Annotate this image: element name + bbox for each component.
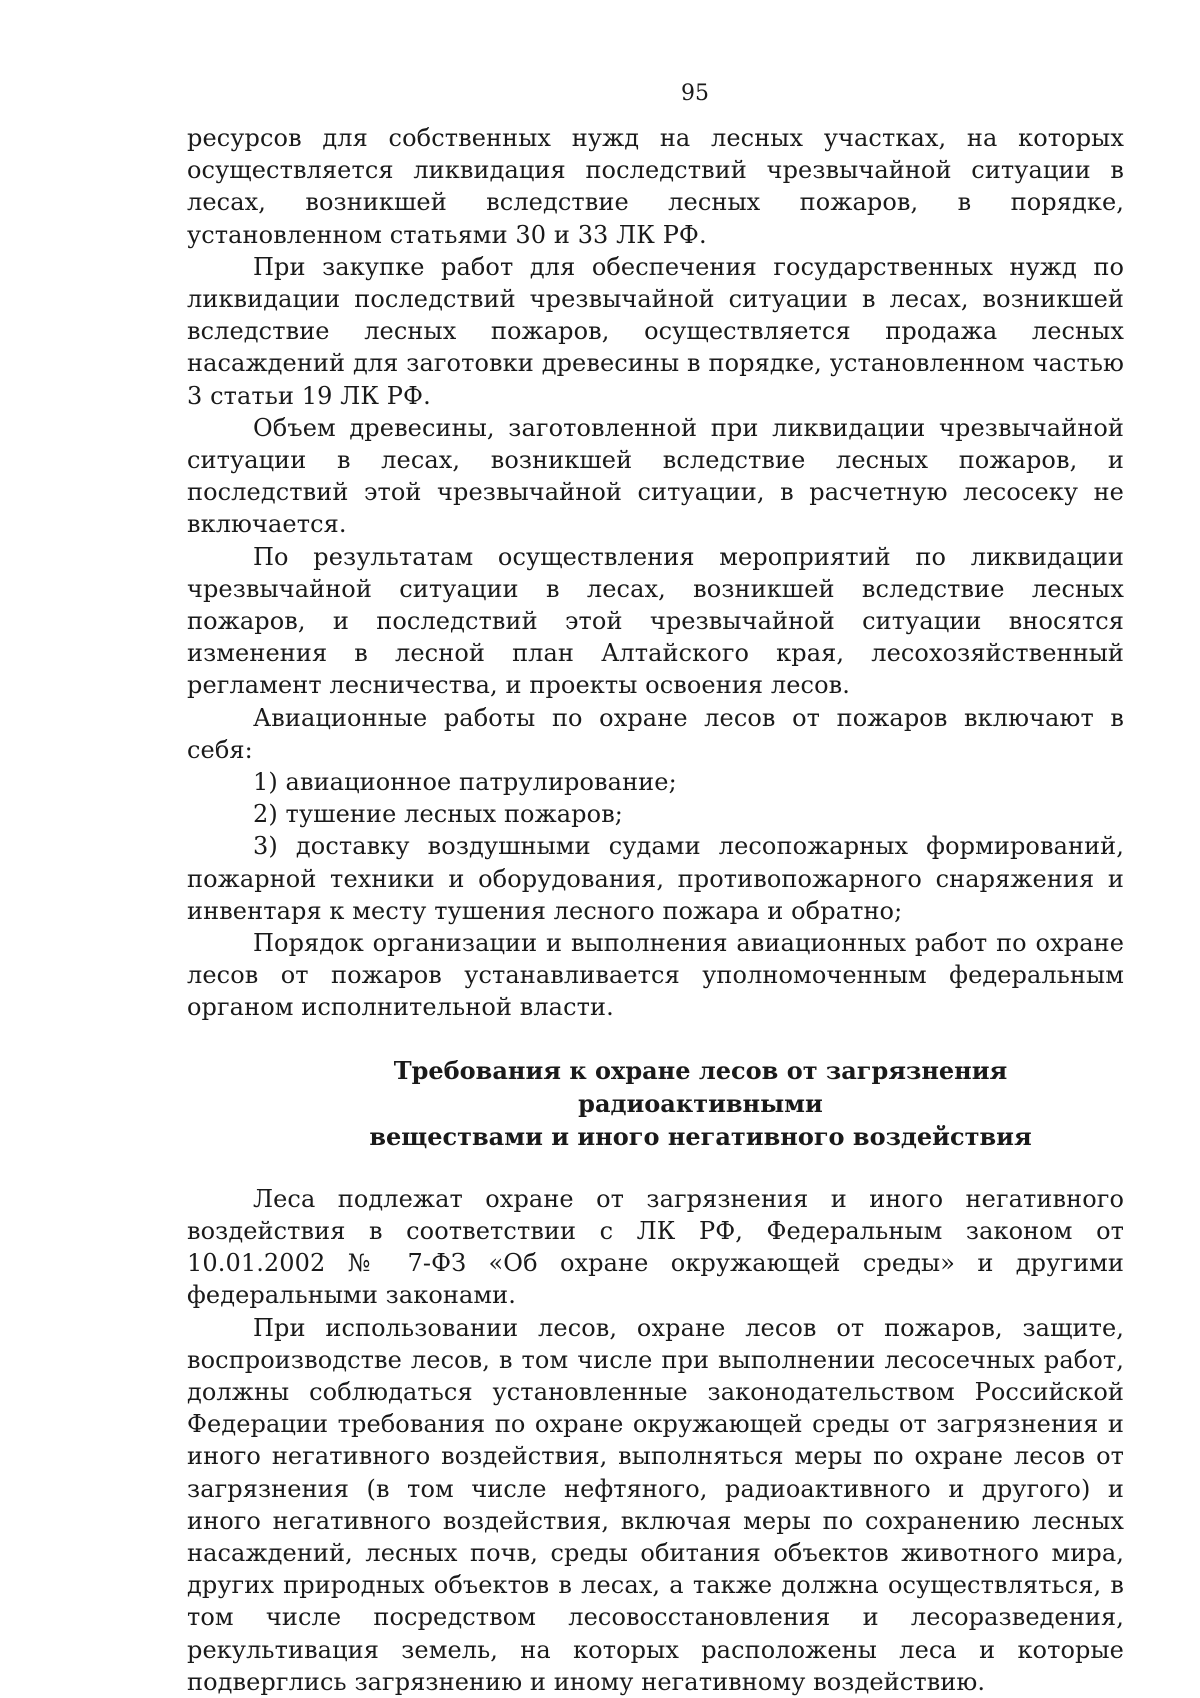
list-item: 3) доставку воздушными судами лесопожарных формирований, пожарной техники и оборудования, противопожарного снаряжения и инвентаря к месту тушения лесного пожара и обратно; [187,832,1124,925]
list-item: 1) авиационное патрулирование; [253,768,677,797]
paragraph: По результатам осуществления мероприятий по ликвидации чрезвычайной ситуации в лесах, возникшей вследствие лесных пожаров, и последствий этой чрезвычайной ситуации вносятся изменения в лесной план Алтайского края, лесохозяйственный регламент лесничества, и проекты освоения лесов. [187,542,1124,700]
page-number: 95 [681,81,709,106]
paragraph: Порядок организации и выполнения авиационных работ по охране лесов от пожаров устанавливается уполномоченным федеральным органом исполнительной власти. [187,929,1124,1022]
list-item: 2) тушение лесных пожаров; [253,800,623,829]
section-heading [187,1054,1124,1153]
section-heading-line: веществами и иного негативного воздействия [369,1121,1032,1151]
paragraph: При использовании лесов, охране лесов от пожаров, защите, воспроизводстве лесов, в том числе при выполнении лесосечных работ, должны соблюдаться установленные законодательством Российской Федерации требования по охране окружающей среды от загрязнения и иного негативного воздействия, выполняться меры по охране лесов от загрязнения (в том числе нефтяного, радиоактивного и другого) и иного негативного воздействия, включая меры по сохранению лесных насаждений, лесных почв, среды обитания объектов животного мира, других природных объектов в лесах, а также должна осуществляться, в том числе посредством лесовосстановления и лесоразведения, рекультивация земель, на которых расположены леса и которые подверглись загрязнению и иному негативному воздействию. [187,1313,1124,1696]
section-heading-line: Требования к охране лесов от загрязнения радиоактивными [393,1055,1008,1118]
document-body [187,122,1124,1698]
paragraph: При закупке работ для обеспечения государственных нужд по ликвидации последствий чрезвычайной ситуации в лесах, возникшей вследствие лесных пожаров, осуществляется продажа лесных насаждений для заготовки древесины в порядке, установленном частью 3 статьи 19 ЛК РФ. [187,252,1124,410]
paragraph: Леса подлежат охране от загрязнения и иного негативного воздействия в соответствии с ЛК РФ, Федеральным законом от 10.01.2002 № 7-ФЗ «Об охране окружающей среды» и другими федеральными законами. [187,1184,1124,1310]
paragraph: Авиационные работы по охране лесов от пожаров включают в себя: [187,703,1124,764]
paragraph: ресурсов для собственных нужд на лесных участках, на которых осуществляется ликвидация последствий чрезвычайной ситуации в лесах, возникшей вследствие лесных пожаров, в порядке, установленном статьями 30 и 33 ЛК РФ. [187,124,1124,249]
paragraph: Объем древесины, заготовленной при ликвидации чрезвычайной ситуации в лесах, возникшей вследствие лесных пожаров, и последствий этой чрезвычайной ситуации, в расчетную лесосеку не включается. [187,413,1124,539]
